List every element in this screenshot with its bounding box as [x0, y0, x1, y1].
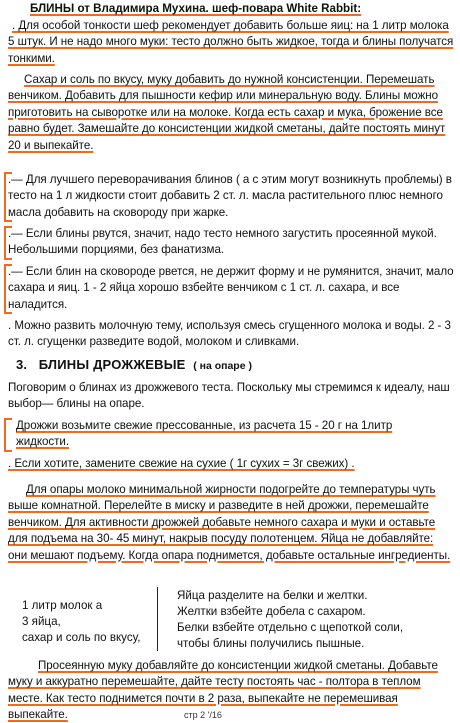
paragraph-flour: Просеянную муку добавляйте до консистенции жидкой сметаны. Добавьте муку и аккуратно перемешайте, дайте тесту постоять час - полтора в теплом месте. Как тесто поднимется почти в 2 раза, выпекайте не перемешивая выпекайте. — [8, 659, 438, 722]
paragraph-condensed-milk: . Можно развить молочную тему, используя смесь сгущенного молока и воды. 2 - 3 ст. л. сгущенки разведите водой, молоком и сливками. — [8, 319, 451, 349]
ingredient-line: 1 литр молок а — [22, 599, 103, 612]
ingredient-line: 3 яйца, — [22, 615, 61, 628]
paragraph-intro: Поговорим о блинах из дрожжевого теста. Поскольку мы стремимся к идеалу, наш выбор— блины на опаре. — [8, 381, 450, 411]
section-bracket — [4, 418, 12, 452]
page-title: БЛИНЫ от Владимира Мухина. шеф-повара White Rabbit: — [30, 2, 362, 15]
paragraph-sponge: Для опары молоко минимальной жирности подогрейте до температуры чуть выше комнатной. Перелейте в миску и разведите в ней дрожжи, перемешайте венчиком. Для активности дрожжей добавьте немного сахара и муки и оставьте для подъема на 30- 45 минут, накрыв посуду полотенцем. Яйца не добавляйте: они мешают подъему. Когда опара поднимется, добавьте остальные ингредиенты. — [8, 483, 451, 562]
paragraph-yeast: Дрожжи возьмите свежие прессованные, из расчета 15 - 20 г на 1литр жидкости. — [16, 419, 393, 449]
paragraph-tearing: .— Если блины рвутся, значит, надо тесто немного загустить просеянной мукой. Небольшими порциями, без фанатизма. — [8, 227, 437, 257]
ingredients-left — [22, 598, 152, 646]
instruction-line: чтобы блины получились пышные. — [177, 637, 365, 650]
paragraph-sugar-salt: Сахар и соль по вкусу, муку добавить до нужной консистенции. Перемешать венчиком. Добавить для пышности кефир или минеральную воду. Блины можно приготовить на сыворотке или на молоке. Когда есть сахар и мука, брожение все равно будет. Замешайте до консистенции жидкой сметаны, дайте постоять минут 20 и выпекайте. — [8, 73, 446, 152]
ingredient-line: сахар и соль по вкусу, — [22, 631, 141, 644]
page-number: стр 2 '/16 — [184, 710, 222, 720]
paragraph-flipping: .— Для лучшего переворачивания блинов ( а с этим могут возникнуть проблемы) в тесто на 1 л жидкости стоит добавить 2 ст. л. масла растительного плюс немного масла добавить на сковороду при жарке. — [8, 173, 452, 219]
instruction-line: Желтки взбейте добела с сахаром. — [177, 605, 366, 618]
instruction-line: Яйца разделите на белки и желтки. — [177, 589, 368, 602]
column-divider — [157, 587, 158, 651]
paragraph-tip-eggs: . Для особой тонкости шеф рекомендует добавить больше яиц: на 1 литр молока 5 штук. И не надо много муки: тесто должно быть жидкое, тогда и блины получатся тонкими. — [8, 19, 454, 65]
paragraph-pan: .— Если блин на сковороде рвется, не держит форму и не румянится, значит, мало сахара и яиц. 1 - 2 яйца хорошо взбейте венчиком с 1 ст. л. сахара, и все наладится. — [8, 265, 454, 311]
section-number: 3. — [16, 357, 28, 372]
instruction-line: Белки взбейте отдельно с щепоткой соли, — [177, 621, 404, 634]
section-heading — [16, 357, 252, 372]
paragraph-dry-yeast: . Если хотите, замените свежие на сухие ( 1г сухих = 3г свежих) . — [8, 457, 355, 470]
section-title: БЛИНЫ ДРОЖЖЕВЫЕ — [38, 357, 186, 372]
section-subtitle: ( на опаре ) — [193, 360, 252, 372]
ingredients-right — [177, 588, 453, 652]
